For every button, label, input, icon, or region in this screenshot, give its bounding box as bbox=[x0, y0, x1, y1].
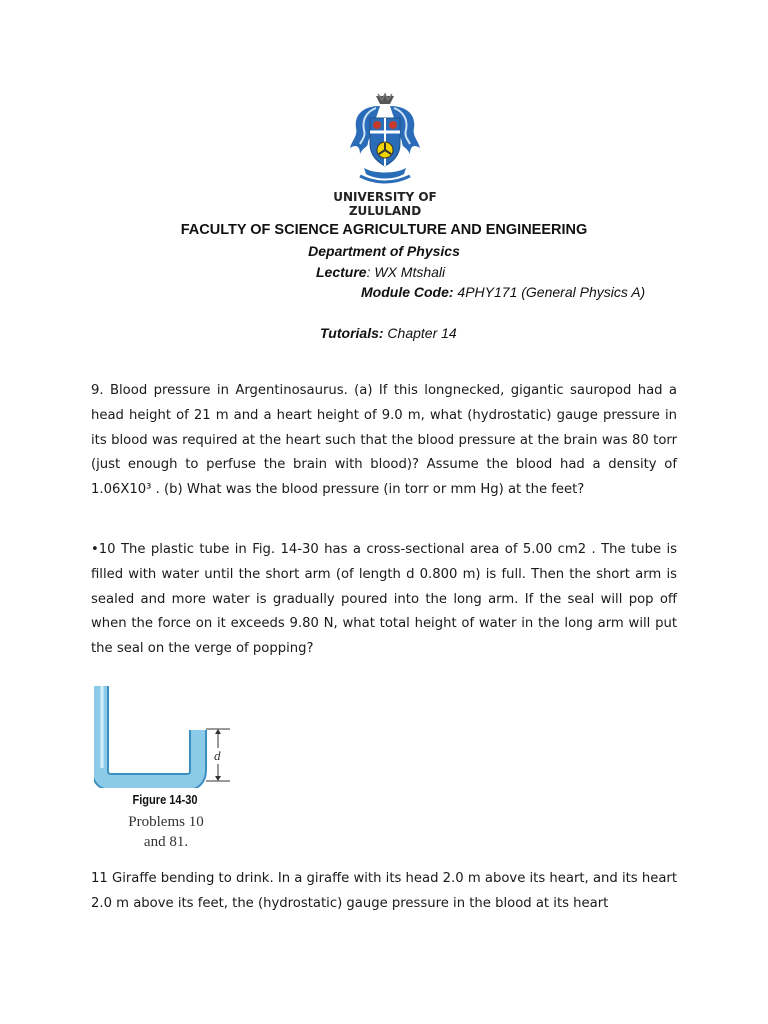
figure-caption-line1: Problems 10 bbox=[128, 814, 204, 830]
tutorials-label: Tutorials: bbox=[320, 325, 384, 341]
problem-10: •10 The plastic tube in Fig. 14-30 has a cross-sectional area of 5.00 cm2 . The tube is filled with water until the short arm (of length d 0.800 m) is full. Then the short arm is sealed and more water is gradually poured into the long arm. If the seal will pop off when the force on it exceeds 9.80 N, what total height of water in the long arm will put the seal on the verge of popping? bbox=[91, 542, 677, 657]
problem-9: 9. Blood pressure in Argentinosaurus. (a) If this longnecked, gigantic sauropod had a head height of 21 m and a heart height of 9.0 m, what (hydrostatic) gauge pressure in its blood was required at the heart such that the blood pressure at the brain was 80 torr (just enough to perfuse the brain with blood)? Assume the blood had a density of 1.06X10³ . (b) What was the blood pressure (in torr or mm Hg) at the feet? bbox=[91, 383, 677, 498]
department-title: Department of Physics bbox=[308, 243, 460, 259]
module-code-label: Module Code: bbox=[361, 284, 454, 300]
faculty-title: FACULTY OF SCIENCE AGRICULTURE AND ENGINEERING bbox=[180, 222, 588, 238]
dimension-d-label: d bbox=[214, 748, 221, 763]
figure-14-30 bbox=[94, 684, 244, 856]
university-crest-icon bbox=[346, 92, 424, 188]
lecture-value: : WX Mtshali bbox=[366, 264, 446, 280]
figure-caption-line2: and 81. bbox=[143, 834, 189, 850]
figure-title: Figure 14-30 bbox=[132, 792, 198, 807]
problem-11: 11 Giraffe bending to drink. In a giraffe with its head 2.0 m above its heart, and its heart 2.0 m above its feet, the (hydrostatic) gauge pressure in the blood at its heart bbox=[91, 871, 677, 911]
module-code-value: 4PHY171 (General Physics A) bbox=[453, 284, 646, 300]
u-tube-diagram bbox=[94, 684, 244, 788]
lecture-line bbox=[316, 264, 445, 280]
module-code-line bbox=[361, 284, 645, 300]
lecture-label: Lecture bbox=[316, 264, 367, 280]
university-name: UNIVERSITY OF ZULULAND bbox=[333, 190, 437, 218]
tutorials-value: Chapter 14 bbox=[383, 325, 457, 341]
university-logo bbox=[330, 92, 440, 216]
tutorials-line bbox=[320, 325, 457, 341]
figure-caption bbox=[94, 812, 238, 852]
